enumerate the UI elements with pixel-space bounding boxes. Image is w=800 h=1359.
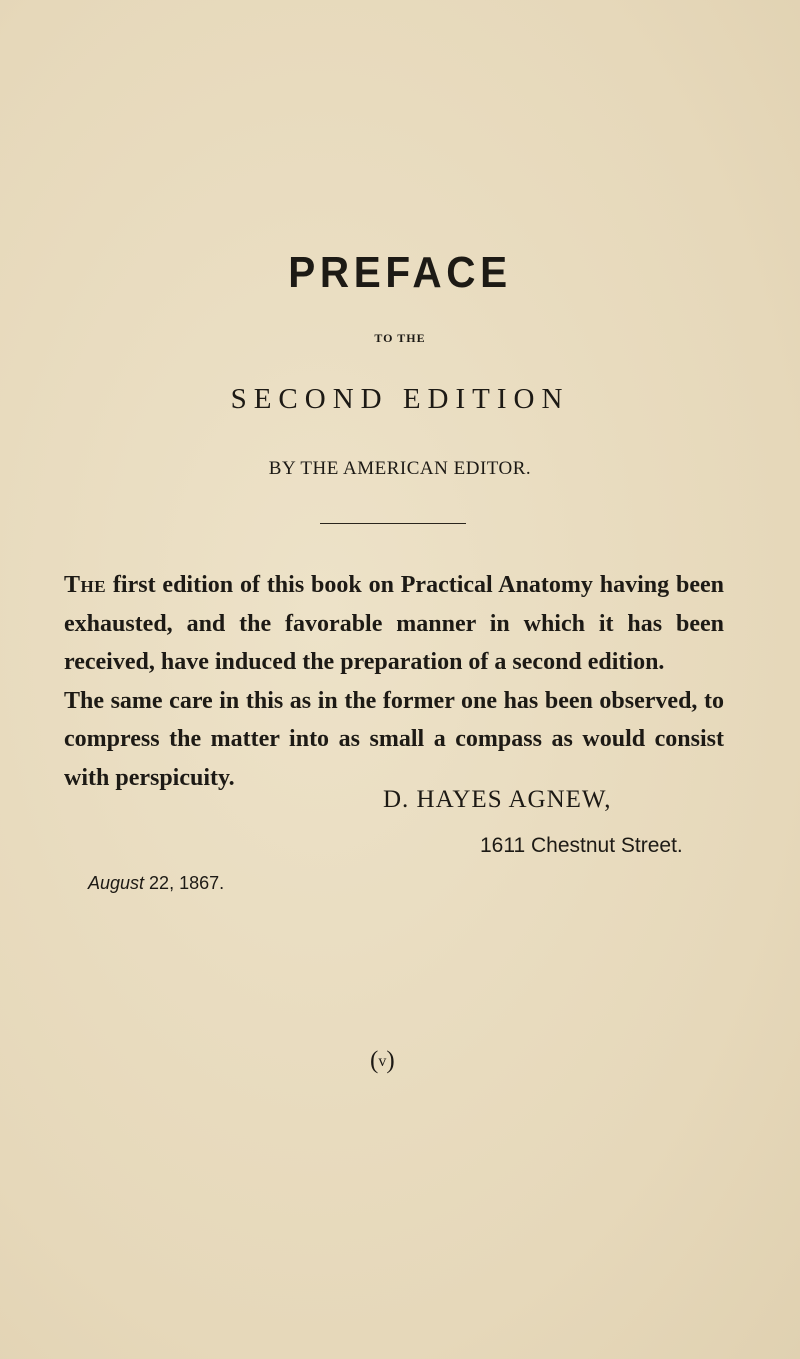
subtitle-to-the: TO THE	[374, 331, 426, 345]
paragraph-1-lead: The	[64, 572, 107, 598]
page-title: PREFACE	[288, 248, 512, 297]
editor-line: BY THE AMERICAN EDITOR.	[268, 458, 532, 479]
divider-rule	[320, 523, 466, 524]
date-month: August	[88, 873, 145, 893]
signature-address: 1611 Chestnut Street.	[480, 834, 683, 857]
preface-body	[64, 566, 724, 797]
edition-heading: SECOND EDITION	[230, 383, 570, 415]
paragraph-1	[64, 566, 724, 682]
paragraph-2: The same care in this as in the former one has been observed, to compress the matter into as small a compass as would consist with perspicuity.	[64, 687, 724, 791]
page-number-close: )	[386, 1047, 395, 1074]
page-number-value: v	[378, 1053, 387, 1070]
paragraph-1-text: first edition of this book on Practical Anatomy having been exhausted, and the favorable manner in which it has been received, have induced the preparation of a second edition.	[64, 572, 724, 675]
date-line	[88, 873, 224, 894]
page-number-open: (	[370, 1047, 379, 1074]
page-number	[370, 1047, 395, 1075]
signature-name: D. HAYES AGNEW,	[383, 786, 612, 813]
date-rest: 22, 1867.	[144, 873, 225, 893]
